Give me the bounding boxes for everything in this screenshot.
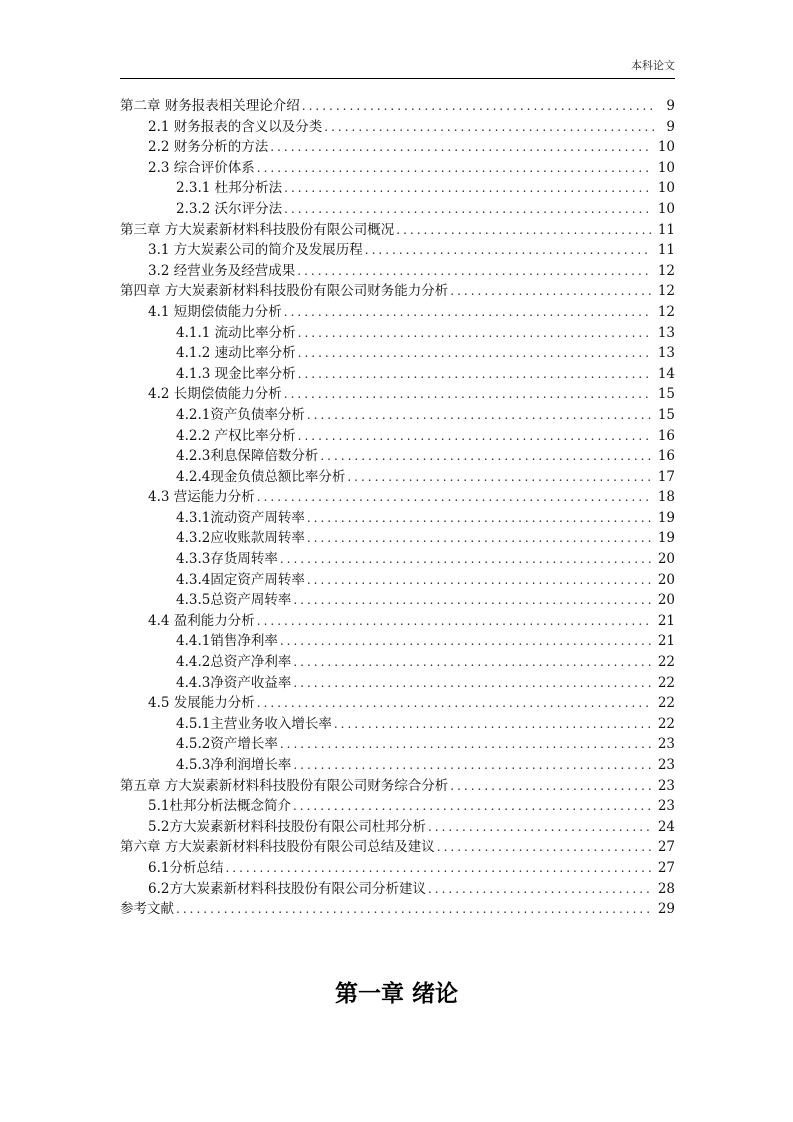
toc-entry-title: 4.4.2总资产净利率 (176, 654, 292, 671)
toc-dot-leader (307, 405, 652, 426)
toc-entry[interactable] (120, 364, 675, 385)
toc-entry[interactable] (120, 487, 675, 508)
toc-entry-title: 第六章 方大炭素新材料科技股份有限公司总结及建议 (120, 839, 435, 856)
toc-page-number: 14 (657, 365, 675, 382)
toc-dot-leader (450, 281, 652, 302)
toc-entry[interactable] (120, 137, 675, 158)
toc-entry-title: 4.3.1流动资产周转率 (176, 509, 305, 526)
toc-dot-leader (284, 178, 652, 199)
toc-page-number: 23 (657, 798, 675, 815)
toc-entry-title: 4.3.5总资产周转率 (176, 592, 292, 609)
toc-dot-leader (396, 220, 652, 241)
toc-page-number: 11 (657, 221, 675, 238)
header-rule (120, 78, 675, 79)
toc-page-number: 23 (657, 757, 675, 773)
toc-entry[interactable] (120, 240, 675, 261)
toc-page-number: 16 (657, 448, 675, 465)
toc-dot-leader (298, 426, 652, 447)
toc-page-number: 21 (657, 633, 675, 650)
toc-entry-title: 4.2.2 产权比率分析 (176, 427, 296, 444)
toc-page-number: 10 (657, 180, 675, 197)
toc-page-number: 12 (657, 303, 675, 320)
toc-entry[interactable] (120, 755, 675, 776)
toc-page-number: 15 (657, 386, 675, 403)
toc-page-number: 10 (657, 159, 675, 176)
toc-entry-title: 4.5.1主营业务收入增长率 (176, 715, 332, 732)
toc-entry-title: 第五章 方大炭素新材料科技股份有限公司财务综合分析 (120, 777, 449, 794)
toc-entry[interactable] (120, 858, 675, 879)
toc-page-number: 11 (657, 242, 675, 259)
toc-entry[interactable] (120, 178, 675, 199)
toc-entry[interactable] (120, 467, 675, 488)
toc-entry[interactable] (120, 158, 675, 179)
toc-entry-title: 4.2.1资产负债率分析 (176, 406, 305, 423)
toc-entry[interactable] (120, 220, 675, 241)
toc-entry[interactable] (120, 590, 675, 611)
toc-entry-title: 3.1 方大炭素公司的简介及发展历程 (148, 242, 363, 259)
toc-page-number: 22 (657, 674, 675, 691)
toc-entry-title: 第三章 方大炭素新材料科技股份有限公司概况 (120, 221, 395, 238)
toc-dot-leader (324, 117, 655, 138)
toc-entry-title: 4.3.2应收账款周转率 (176, 530, 305, 547)
toc-dot-leader (334, 714, 652, 735)
toc-dot-leader (450, 776, 652, 797)
toc-dot-leader (257, 611, 652, 632)
toc-dot-leader (347, 467, 651, 488)
toc-page-number: 12 (657, 262, 675, 279)
toc-entry[interactable] (120, 837, 675, 858)
toc-dot-leader (320, 446, 651, 467)
toc-page-number: 21 (657, 612, 675, 629)
toc-entry[interactable] (120, 673, 675, 694)
toc-entry[interactable] (120, 570, 675, 591)
toc-entry-title: 4.1.2 速动比率分析 (176, 345, 296, 362)
toc-dot-leader (176, 899, 652, 920)
toc-page-number: 28 (657, 880, 675, 897)
toc-dot-leader (298, 323, 652, 344)
toc-dot-leader (257, 693, 652, 714)
toc-entry[interactable] (120, 302, 675, 323)
toc-entry[interactable] (120, 734, 675, 755)
toc-page-number: 17 (657, 468, 675, 485)
toc-dot-leader (302, 96, 655, 117)
toc-dot-leader (293, 590, 651, 611)
toc-entry-title: 4.1 短期偿债能力分析 (148, 303, 282, 320)
toc-entry-title: 6.2方大炭素新材料科技股份有限公司分析建议 (148, 880, 426, 897)
toc-page-number: 20 (657, 571, 675, 588)
toc-page-number: 12 (657, 283, 675, 300)
toc-page-number: 15 (657, 406, 675, 423)
toc-entry-title: 2.3 综合评价体系 (148, 159, 255, 176)
toc-dot-leader (298, 364, 652, 385)
toc-entry[interactable] (120, 714, 675, 735)
toc-page-number: 27 (657, 839, 675, 856)
toc-page-number: 22 (657, 695, 675, 712)
toc-page-number: 20 (657, 551, 675, 568)
header-label: 本科论文 (631, 59, 675, 72)
toc-entry[interactable] (120, 323, 675, 344)
toc-page-number: 29 (657, 901, 675, 918)
toc-entry[interactable] (120, 899, 675, 920)
toc-dot-leader (257, 158, 652, 179)
toc-dot-leader (307, 570, 652, 591)
toc-entry-title: 4.5.2资产增长率 (176, 736, 278, 753)
toc-entry[interactable] (120, 446, 675, 467)
toc-entry-title: 4.2.4现金负债总额比率分析 (176, 468, 346, 485)
toc-entry-title: 4.3.3存货周转率 (176, 551, 278, 568)
toc-page-number: 10 (657, 139, 675, 156)
toc-dot-leader (257, 487, 652, 508)
toc-entry-title: 参考文献 (120, 901, 174, 918)
toc-entry-title: 第四章 方大炭素新材料科技股份有限公司财务能力分析 (120, 283, 449, 300)
toc-dot-leader (293, 673, 651, 694)
toc-dot-leader (293, 652, 651, 673)
toc-dot-leader (284, 199, 652, 220)
chapter-heading: 第一章 绪论 (334, 981, 458, 1007)
toc-dot-leader (428, 817, 652, 838)
toc-entry-title: 2.1 财务报表的含义以及分类 (148, 118, 323, 135)
toc-entry[interactable] (120, 817, 675, 838)
toc-page-number: 13 (657, 324, 675, 341)
toc-entry[interactable] (120, 343, 675, 364)
toc-entry-title: 4.1.1 流动比率分析 (176, 324, 296, 341)
toc-page-number: 13 (657, 345, 675, 362)
toc-entry[interactable] (120, 281, 675, 302)
toc-page-number: 9 (666, 118, 675, 135)
toc-entry-title: 4.4 盈利能力分析 (148, 612, 255, 629)
toc-entry[interactable] (120, 261, 675, 282)
toc-page-number: 23 (657, 777, 675, 794)
toc-dot-leader (307, 528, 652, 549)
toc-dot-leader (284, 302, 652, 323)
toc-entry[interactable] (120, 117, 675, 138)
toc-page-number: 22 (657, 654, 675, 671)
toc-page-number: 22 (657, 715, 675, 732)
toc-entry-title: 4.3 营运能力分析 (148, 489, 255, 506)
toc-entry-title: 2.3.1 杜邦分析法 (176, 180, 283, 197)
toc-entry-title: 5.1杜邦分析法概念简介 (148, 798, 291, 815)
toc-page-number: 16 (657, 427, 675, 444)
toc-entry-title: 4.1.3 现金比率分析 (176, 365, 296, 382)
toc-entry-title: 4.4.1销售净利率 (176, 633, 278, 650)
toc-entry[interactable] (120, 693, 675, 714)
table-of-contents (120, 96, 675, 920)
toc-entry-title: 4.4.3净资产收益率 (176, 674, 292, 691)
toc-dot-leader (225, 858, 651, 879)
toc-entry-title: 4.2 长期偿债能力分析 (148, 386, 282, 403)
toc-dot-leader (297, 261, 652, 282)
toc-entry-title: 4.3.4固定资产周转率 (176, 571, 305, 588)
toc-dot-leader (298, 343, 652, 364)
toc-page-number: 10 (657, 200, 675, 217)
toc-entry-title: 3.2 经营业务及经营成果 (148, 262, 296, 279)
toc-entry[interactable] (120, 631, 675, 652)
toc-entry-title: 2.2 财务分析的方法 (148, 139, 269, 156)
toc-entry[interactable] (120, 528, 675, 549)
toc-dot-leader (280, 631, 652, 652)
toc-entry[interactable] (120, 384, 675, 405)
toc-dot-leader (293, 796, 652, 817)
toc-dot-leader (280, 549, 652, 570)
toc-entry[interactable] (120, 199, 675, 220)
toc-entry[interactable] (120, 776, 675, 797)
toc-entry[interactable] (120, 652, 675, 673)
toc-page-number: 24 (657, 818, 675, 835)
toc-page-number: 18 (657, 489, 675, 506)
toc-entry[interactable] (120, 405, 675, 426)
toc-dot-leader (365, 240, 652, 261)
toc-entry-title: 4.2.3利息保障倍数分析 (176, 448, 319, 465)
toc-page-number: 19 (657, 509, 675, 526)
toc-entry[interactable] (120, 549, 675, 570)
toc-page-number: 27 (657, 859, 675, 876)
toc-dot-leader (428, 879, 652, 900)
toc-dot-leader (307, 508, 652, 529)
toc-page-number: 9 (666, 98, 675, 114)
toc-page-number: 19 (657, 530, 675, 547)
toc-entry-title: 第二章 财务报表相关理论介绍 (120, 98, 300, 114)
toc-dot-leader (270, 137, 652, 158)
toc-dot-leader (284, 384, 652, 405)
toc-dot-leader (293, 755, 651, 776)
toc-entry[interactable] (120, 796, 675, 817)
toc-entry[interactable] (120, 508, 675, 529)
toc-entry-title: 4.5 发展能力分析 (148, 695, 255, 712)
toc-entry-title: 6.1分析总结 (148, 859, 224, 876)
toc-page-number: 20 (657, 592, 675, 609)
toc-entry-title: 5.2方大炭素新材料科技股份有限公司杜邦分析 (148, 818, 426, 835)
toc-entry-title: 2.3.2 沃尔评分法 (176, 200, 283, 217)
toc-dot-leader (437, 837, 652, 858)
toc-entry[interactable] (120, 879, 675, 900)
toc-page-number: 23 (657, 736, 675, 753)
toc-entry-title: 4.5.3净利润增长率 (176, 757, 292, 773)
toc-entry[interactable] (120, 96, 675, 117)
toc-entry[interactable] (120, 426, 675, 447)
toc-entry[interactable] (120, 611, 675, 632)
toc-dot-leader (280, 734, 652, 755)
